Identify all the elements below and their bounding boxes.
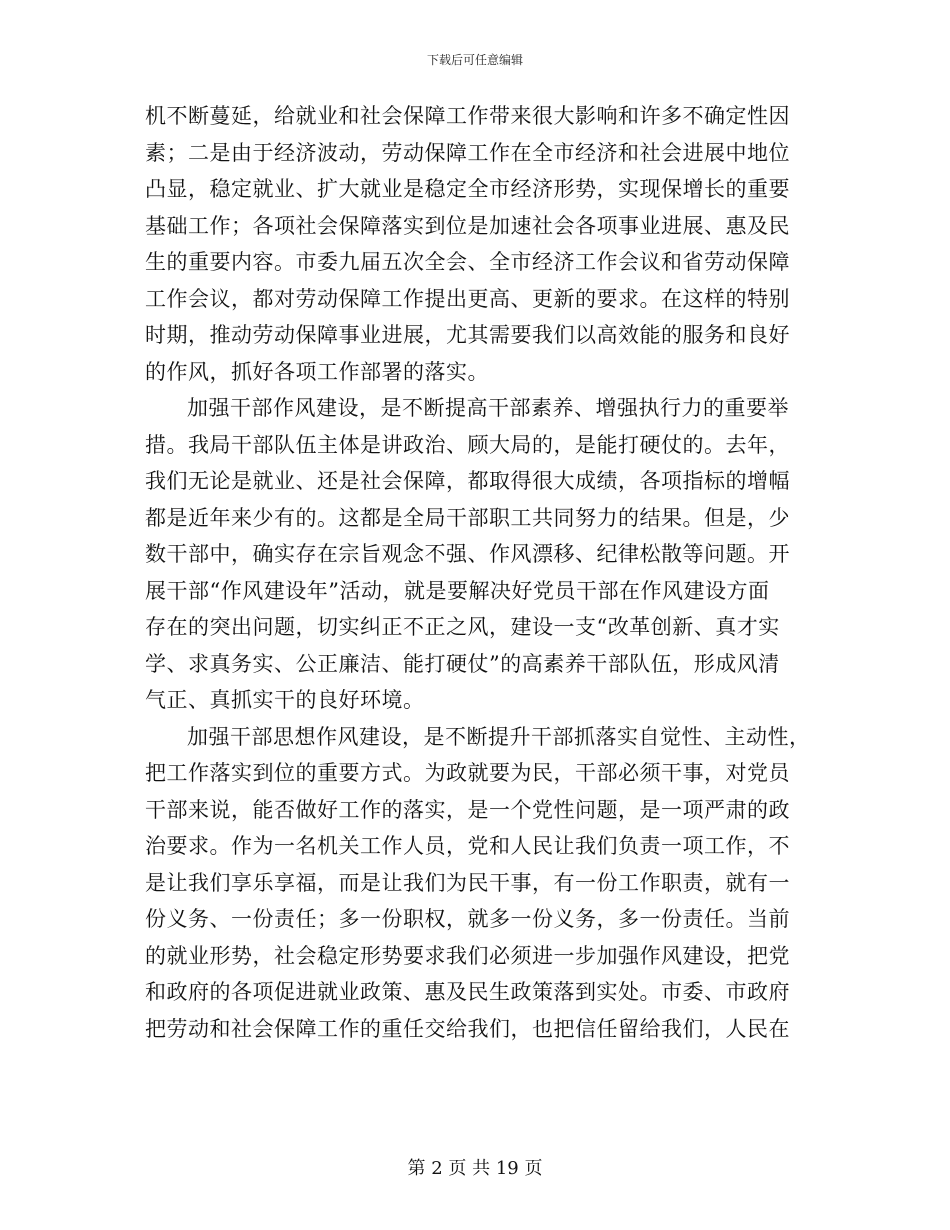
body-line: 我们无论是就业、还是社会保障，都取得很大成绩，各项指标的增幅 [145, 469, 790, 493]
body-line: 份义务、一份责任；多一份职权，就多一份义务，多一份责任。当前 [145, 907, 790, 931]
body-line: 和政府的各项促进就业政策、惠及民生政策落到实处。市委、市政府 [145, 980, 790, 1004]
body-line: 气正、真抓实干的良好环境。 [145, 688, 425, 712]
body-line: 是让我们享乐享福，而是让我们为民干事，有一份工作职责，就有一 [145, 870, 790, 895]
body-line: 的就业形势，社会稳定形势要求我们必须进一步加强作风建设，把党 [145, 943, 790, 968]
document-body [145, 98, 810, 1047]
body-line: 基础工作；各项社会保障落实到位是加速社会各项事业进展、惠及民 [145, 213, 790, 238]
body-line: 措。我局干部队伍主体是讲政治、顾大局的，是能打硬仗的。去年， [145, 432, 790, 457]
body-line: 把工作落实到位的重要方式。为政就要为民，干部必须干事，对党员 [145, 761, 790, 785]
body-line: 都是近年来少有的。这都是全局干部职工共同努力的结果。但是，少 [145, 505, 790, 530]
page-number-footer: 第 2 页 共 19 页 [407, 1158, 543, 1179]
body-line: 工作会议，都对劳动保障工作提出更高、更新的要求。在这样的特别 [145, 286, 790, 311]
paragraph-start-line: 加强干部作风建设，是不断提高干部素养、增强执行力的重要举 [187, 396, 789, 420]
body-line: 素；二是由于经济波动，劳动保障工作在全市经济和社会进展中地位 [145, 140, 790, 165]
body-line: 学、求真务实、公正廉洁、能打硬仗”的高素养干部队伍，形成风清 [145, 651, 780, 676]
body-line: 干部来说，能否做好工作的落实，是一个党性问题，是一项严肃的政 [145, 797, 790, 822]
body-line: 凸显，稳定就业、扩大就业是稳定全市经济形势，实现保增长的重要 [145, 177, 790, 201]
body-line: 展干部“作风建设年”活动，就是要解决好党员干部在作风建设方面 [145, 578, 770, 603]
body-line: 把劳动和社会保障工作的重任交给我们，也把信任留给我们，人民在 [145, 1016, 790, 1041]
body-line: 的作风，抓好各项工作部署的落实。 [145, 359, 489, 384]
body-line: 数干部中，确实存在宗旨观念不强、作风漂移、纪律松散等问题。开 [145, 542, 790, 566]
body-line: 机不断蔓延，给就业和社会保障工作带来很大影响和许多不确定性因 [145, 104, 790, 128]
body-line: 生的重要内容。市委九届五次全会、全市经济工作会议和省劳动保障 [145, 250, 790, 274]
body-line: 治要求。作为一名机关工作人员，党和人民让我们负责一项工作，不 [145, 834, 790, 858]
paragraph-start-line: 加强干部思想作风建设，是不断提升干部抓落实自觉性、主动性， [187, 724, 811, 749]
body-line: 时期，推动劳动保障事业进展，尤其需要我们以高效能的服务和良好 [145, 323, 790, 347]
page-header: 下载后可任意编辑 [426, 53, 523, 67]
body-line: 存在的突出问题，切实纠正不正之风，建设一支“改革创新、真才实 [145, 615, 780, 639]
